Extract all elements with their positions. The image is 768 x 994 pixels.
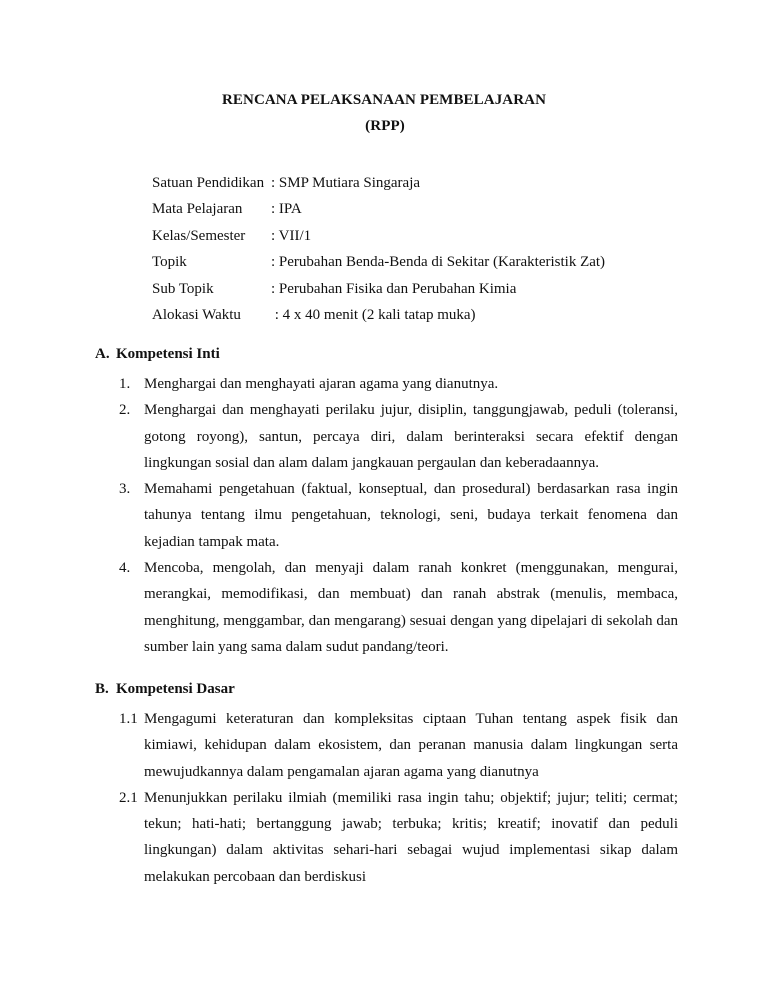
identity-value — [271, 276, 605, 303]
identity-separator: : — [271, 227, 276, 244]
identity-row — [152, 250, 605, 277]
identity-row — [152, 170, 605, 197]
identity-value-text: SMP Mutiara Singaraja — [278, 174, 421, 191]
list-item-number: 2. — [119, 402, 131, 419]
list-item-number: 3. — [119, 481, 131, 498]
identity-value-text: 4 x 40 menit (2 kali tatap muka) — [282, 307, 476, 324]
document-title: RENCANA PELAKSANAAN PEMBELAJARAN — [221, 92, 547, 108]
identity-label: Topik — [152, 254, 187, 271]
identity-separator: : — [271, 254, 276, 271]
identity-label: Sub Topik — [152, 280, 214, 297]
identity-value — [271, 250, 605, 277]
identity-separator: : — [271, 280, 276, 297]
list-item — [119, 397, 678, 476]
identity-row — [152, 276, 605, 303]
list-item-number: 1.1 — [119, 711, 138, 727]
identity-value-text: IPA — [278, 201, 302, 218]
section-b-title: Kompetensi Dasar — [116, 681, 235, 697]
identity-separator: : — [274, 307, 279, 324]
list-item-text: Memahami pengetahuan (faktual, konseptual, dan prosedural) berdasarkan rasa ingin tahunya tentang ilmu pengetahuan, teknologi, seni, budaya terkait fenomena dan kejadian tampak mata. — [144, 481, 678, 550]
identity-label: Kelas/Semester — [152, 227, 246, 244]
list-item — [119, 785, 678, 890]
identity-separator: : — [271, 174, 276, 191]
identity-separator: : — [271, 201, 276, 218]
list-item-text: Mengagumi keteraturan dan kompleksitas ciptaan Tuhan tentang aspek fisik dan kimiawi, kehidupan dalam ekosistem, dan peranan manusia dalam lingkungan serta mewujudkannya dalam pengamalan ajaran agama yang dianutnya — [144, 711, 678, 780]
identity-value — [271, 223, 605, 250]
identity-label: Satuan Pendidikan — [152, 174, 265, 191]
list-item — [119, 706, 678, 785]
document-subtitle: (RPP) — [365, 118, 405, 134]
section-a-title: Kompetensi Inti — [116, 346, 220, 362]
list-item-text: Menghargai dan menghayati ajaran agama yang dianutnya. — [144, 376, 499, 392]
section-a-letter: A. — [95, 346, 110, 362]
identity-row — [152, 197, 605, 224]
list-item-text: Menghargai dan menghayati perilaku jujur, disiplin, tanggungjawab, peduli (toleransi, gotong royong), santun, percaya diri, dalam berinteraksi secara efektif dengan lingkungan sosial dan alam dalam jangkauan pergaulan dan keberadaannya. — [144, 402, 678, 471]
identity-row — [152, 223, 605, 250]
list-item-text: Mencoba, mengolah, dan menyaji dalam ranah konkret (menggunakan, mengurai, merangkai, memodifikasi, dan membuat) dan ranah abstrak (menulis, membaca, menghitung, menggambar, dan mengarang) sesuai dengan yang dipelajari di sekolah dan sumber lain yang sama dalam sudut pandang/teori. — [144, 560, 678, 655]
section-b-heading — [95, 681, 235, 698]
list-item — [119, 371, 678, 397]
identity-label: Alokasi Waktu — [152, 307, 241, 324]
section-b-letter: B. — [95, 681, 109, 697]
identity-value — [271, 170, 605, 197]
identity-value — [271, 303, 605, 330]
identity-table — [152, 170, 605, 329]
list-item-number: 1. — [119, 376, 131, 392]
section-a-heading — [95, 346, 220, 363]
list-item — [119, 555, 678, 660]
identity-value — [271, 197, 605, 224]
list-item — [119, 476, 678, 555]
identity-value-text: Perubahan Fisika dan Perubahan Kimia — [278, 280, 517, 297]
list-item-text: Menunjukkan perilaku ilmiah (memiliki rasa ingin tahu; objektif; jujur; teliti; cermat; tekun; hati-hati; bertanggung jawab; terbuka; kritis; kreatif; inovatif dan peduli lingkungan) dalam aktivitas sehari-hari sebagai wujud implementasi sikap dalam melakukan percobaan dan berdiskusi — [144, 789, 678, 885]
kompetensi-dasar-list — [119, 706, 678, 890]
list-item-number: 2.1 — [119, 789, 138, 806]
identity-row — [152, 303, 605, 330]
identity-label: Mata Pelajaran — [152, 201, 243, 218]
identity-value-text: VII/1 — [278, 227, 312, 244]
kompetensi-inti-list — [119, 371, 678, 660]
list-item-number: 4. — [119, 560, 131, 577]
identity-value-text: Perubahan Benda-Benda di Sekitar (Karakteristik Zat) — [278, 254, 606, 271]
